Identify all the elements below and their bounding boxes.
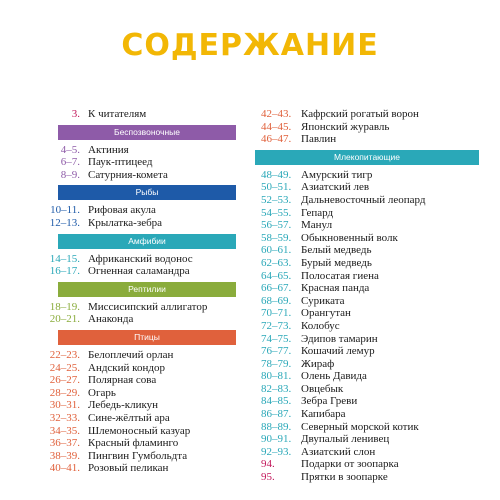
toc-entry[interactable] bbox=[10, 450, 236, 463]
page-number: 28–29. bbox=[49, 386, 80, 399]
page-number: 80–81. bbox=[261, 370, 292, 383]
page-number: 74–75. bbox=[261, 332, 292, 345]
page-number: 54–55. bbox=[261, 206, 292, 219]
entry-title: Олень Давида bbox=[301, 370, 367, 383]
entry-title: Красный фламинго bbox=[88, 437, 179, 450]
toc-entry[interactable] bbox=[253, 421, 479, 434]
toc-entry[interactable] bbox=[10, 204, 236, 217]
section-header: Млекопитающие bbox=[255, 150, 479, 165]
entry-title: Гепард bbox=[301, 206, 334, 219]
page-number: 36–37. bbox=[49, 437, 80, 450]
entry-title: Паук-птицеед bbox=[88, 156, 153, 169]
page-number: 82–83. bbox=[261, 382, 292, 395]
toc-entry[interactable] bbox=[253, 133, 479, 146]
page-number: 48–49. bbox=[261, 168, 292, 181]
entry-title: Эдипов тамарин bbox=[301, 332, 378, 345]
toc-entry[interactable] bbox=[10, 313, 236, 326]
toc-entry[interactable] bbox=[253, 244, 479, 257]
toc-entry[interactable] bbox=[253, 282, 479, 295]
entry-title: Амурский тигр bbox=[301, 168, 373, 181]
page-title: СОДЕРЖАНИЕ bbox=[121, 28, 379, 63]
toc-entry[interactable] bbox=[10, 437, 236, 450]
toc-entry[interactable] bbox=[10, 349, 236, 362]
entry-title: Полярная сова bbox=[88, 374, 157, 387]
entry-title: Кафрский рогатый ворон bbox=[301, 108, 419, 120]
page-number: 42–43. bbox=[261, 108, 292, 120]
page-number: 92–93. bbox=[261, 445, 292, 458]
entry-title: Миссисипский аллигатор bbox=[88, 300, 208, 313]
toc-entry[interactable] bbox=[253, 320, 479, 333]
toc-entry[interactable] bbox=[10, 387, 236, 400]
page-number: 4–5. bbox=[60, 143, 80, 156]
toc-entry[interactable] bbox=[253, 408, 479, 421]
entry-title: Колобус bbox=[301, 319, 340, 332]
toc-entry[interactable] bbox=[253, 383, 479, 396]
page-number: 66–67. bbox=[261, 282, 292, 295]
toc-column-right bbox=[253, 108, 479, 484]
toc-entry[interactable] bbox=[10, 425, 236, 438]
page-number: 72–73. bbox=[261, 319, 292, 332]
entry-title: Белоплечий орлан bbox=[88, 348, 174, 361]
page-number: 86–87. bbox=[261, 408, 292, 421]
toc-entry[interactable] bbox=[10, 301, 236, 314]
entry-title: Шлемоносный казуар bbox=[88, 424, 191, 437]
page-number: 56–57. bbox=[261, 219, 292, 232]
page-number: 90–91. bbox=[261, 433, 292, 446]
toc-entry[interactable] bbox=[253, 345, 479, 358]
entry-title: Африканский водонос bbox=[88, 252, 193, 265]
entry-title: Обыкновенный волк bbox=[301, 231, 398, 244]
page-number: 10–11. bbox=[50, 204, 80, 217]
page-number: 16–17. bbox=[49, 265, 80, 278]
page-number: 76–77. bbox=[261, 345, 292, 358]
toc-entry[interactable] bbox=[253, 395, 479, 408]
page-number: 50–51. bbox=[261, 181, 292, 194]
entry-title: Кошачий лемур bbox=[301, 345, 375, 358]
entry-title: Капибара bbox=[301, 408, 346, 421]
section-header: Беспозвоночные bbox=[58, 125, 236, 140]
toc-entry[interactable] bbox=[253, 207, 479, 220]
toc-entry[interactable] bbox=[10, 156, 236, 169]
entry-title: Красная панда bbox=[301, 282, 370, 295]
entry-title: Манул bbox=[301, 219, 333, 232]
entry-title: Актиния bbox=[88, 143, 129, 156]
toc-entry[interactable] bbox=[10, 108, 236, 121]
toc-entry[interactable] bbox=[253, 194, 479, 207]
page-number: 38–39. bbox=[49, 449, 80, 462]
entry-title: Огненная саламандра bbox=[88, 265, 190, 278]
toc-entry[interactable] bbox=[253, 108, 479, 121]
entry-title: Белый медведь bbox=[301, 244, 372, 257]
entry-title: Огарь bbox=[88, 386, 116, 399]
toc-entry[interactable] bbox=[253, 270, 479, 283]
page-number: 6–7. bbox=[60, 156, 80, 169]
page-number: 14–15. bbox=[49, 252, 80, 265]
page-number: 88–89. bbox=[261, 420, 292, 433]
toc-entry[interactable] bbox=[253, 121, 479, 134]
entry-title: Прятки в зоопарке bbox=[301, 471, 388, 484]
page-number: 44–45. bbox=[261, 120, 292, 133]
entry-title: Орангутан bbox=[301, 307, 351, 320]
toc-entry[interactable] bbox=[253, 219, 479, 232]
toc-entry[interactable] bbox=[10, 374, 236, 387]
entry-title: Сине-жёлтый ара bbox=[88, 411, 170, 424]
entry-title: Жираф bbox=[301, 357, 335, 370]
entry-title: Андский кондор bbox=[88, 361, 165, 374]
toc-entry[interactable] bbox=[253, 358, 479, 371]
toc-entry[interactable] bbox=[253, 181, 479, 194]
entry-title: Рифовая акула bbox=[88, 204, 156, 217]
page-number: 84–85. bbox=[261, 395, 292, 408]
entry-title: Зебра Греви bbox=[301, 395, 358, 408]
entry-title: Павлин bbox=[301, 133, 337, 146]
entry-title: Бурый медведь bbox=[301, 256, 372, 269]
page-number: 64–65. bbox=[261, 269, 292, 282]
page-number: 46–47. bbox=[261, 133, 292, 146]
toc-entry[interactable] bbox=[253, 295, 479, 308]
section-header: Рептилии bbox=[58, 282, 236, 297]
entry-title: Дальневосточный леопард bbox=[301, 193, 426, 206]
page-number: 12–13. bbox=[49, 216, 80, 229]
entry-title: Полосатая гиена bbox=[301, 269, 379, 282]
toc-column-left bbox=[10, 108, 236, 475]
page-number: 68–69. bbox=[261, 294, 292, 307]
entry-title: Лебедь-кликун bbox=[88, 399, 159, 412]
toc-entry[interactable] bbox=[253, 370, 479, 383]
toc-entry[interactable] bbox=[10, 265, 236, 278]
toc-entry[interactable] bbox=[10, 253, 236, 266]
page-number: 22–23. bbox=[49, 348, 80, 361]
entry-title: Пингвин Гумбольдта bbox=[88, 449, 188, 462]
toc-entry[interactable] bbox=[10, 217, 236, 230]
page-number: 24–25. bbox=[49, 361, 80, 374]
page-number: 95. bbox=[261, 471, 275, 484]
page-number: 40–41. bbox=[49, 462, 80, 475]
page-number: 30–31. bbox=[49, 399, 80, 412]
entry-title: Суриката bbox=[301, 294, 345, 307]
toc-entry[interactable] bbox=[253, 257, 479, 270]
page-number: 94. bbox=[261, 458, 275, 471]
page-number: 20–21. bbox=[49, 313, 80, 326]
toc-entry[interactable] bbox=[10, 412, 236, 425]
entry-title: Двупалый ленивец bbox=[301, 433, 390, 446]
entry-title: Розовый пеликан bbox=[88, 462, 169, 475]
toc-entry[interactable] bbox=[253, 433, 479, 446]
entry-title: Японский журавль bbox=[301, 120, 390, 133]
page-number: 60–61. bbox=[261, 244, 292, 257]
toc-entry[interactable] bbox=[10, 144, 236, 157]
page-number: 34–35. bbox=[49, 424, 80, 437]
toc-entry[interactable] bbox=[253, 232, 479, 245]
entry-title: Сатурния-комета bbox=[88, 168, 168, 181]
section-header: Амфибии bbox=[58, 234, 236, 249]
toc-entry[interactable] bbox=[10, 362, 236, 375]
toc-entry[interactable] bbox=[253, 307, 479, 320]
toc-entry[interactable] bbox=[253, 333, 479, 346]
section-header: Рыбы bbox=[58, 185, 236, 200]
entry-title: Подарки от зоопарка bbox=[301, 458, 399, 471]
page-number: 3. bbox=[71, 108, 80, 120]
page-number: 32–33. bbox=[49, 411, 80, 424]
entry-title: Овцебык bbox=[301, 382, 344, 395]
entry-title: Северный морской котик bbox=[301, 420, 419, 433]
toc-entry[interactable] bbox=[10, 399, 236, 412]
toc-entry[interactable] bbox=[10, 462, 236, 475]
page-number: 52–53. bbox=[261, 193, 292, 206]
page-number: 26–27. bbox=[49, 374, 80, 387]
toc-entry[interactable] bbox=[10, 169, 236, 182]
entry-title: Крылатка-зебра bbox=[88, 216, 163, 229]
page-number: 58–59. bbox=[261, 231, 292, 244]
page-number: 8–9. bbox=[60, 168, 80, 181]
toc-entry[interactable] bbox=[253, 471, 479, 484]
page-number: 70–71. bbox=[261, 307, 292, 320]
entry-title: Анаконда bbox=[88, 313, 134, 326]
page-number: 78–79. bbox=[261, 357, 292, 370]
toc-entry[interactable] bbox=[253, 446, 479, 459]
section-header: Птицы bbox=[58, 330, 236, 345]
entry-title: К читателям bbox=[88, 108, 147, 120]
toc-entry[interactable] bbox=[253, 458, 479, 471]
page-number: 62–63. bbox=[261, 256, 292, 269]
entry-title: Азиатский лев bbox=[301, 181, 370, 194]
page-number: 18–19. bbox=[49, 300, 80, 313]
entry-title: Азиатский слон bbox=[301, 445, 376, 458]
toc-entry[interactable] bbox=[253, 169, 479, 182]
